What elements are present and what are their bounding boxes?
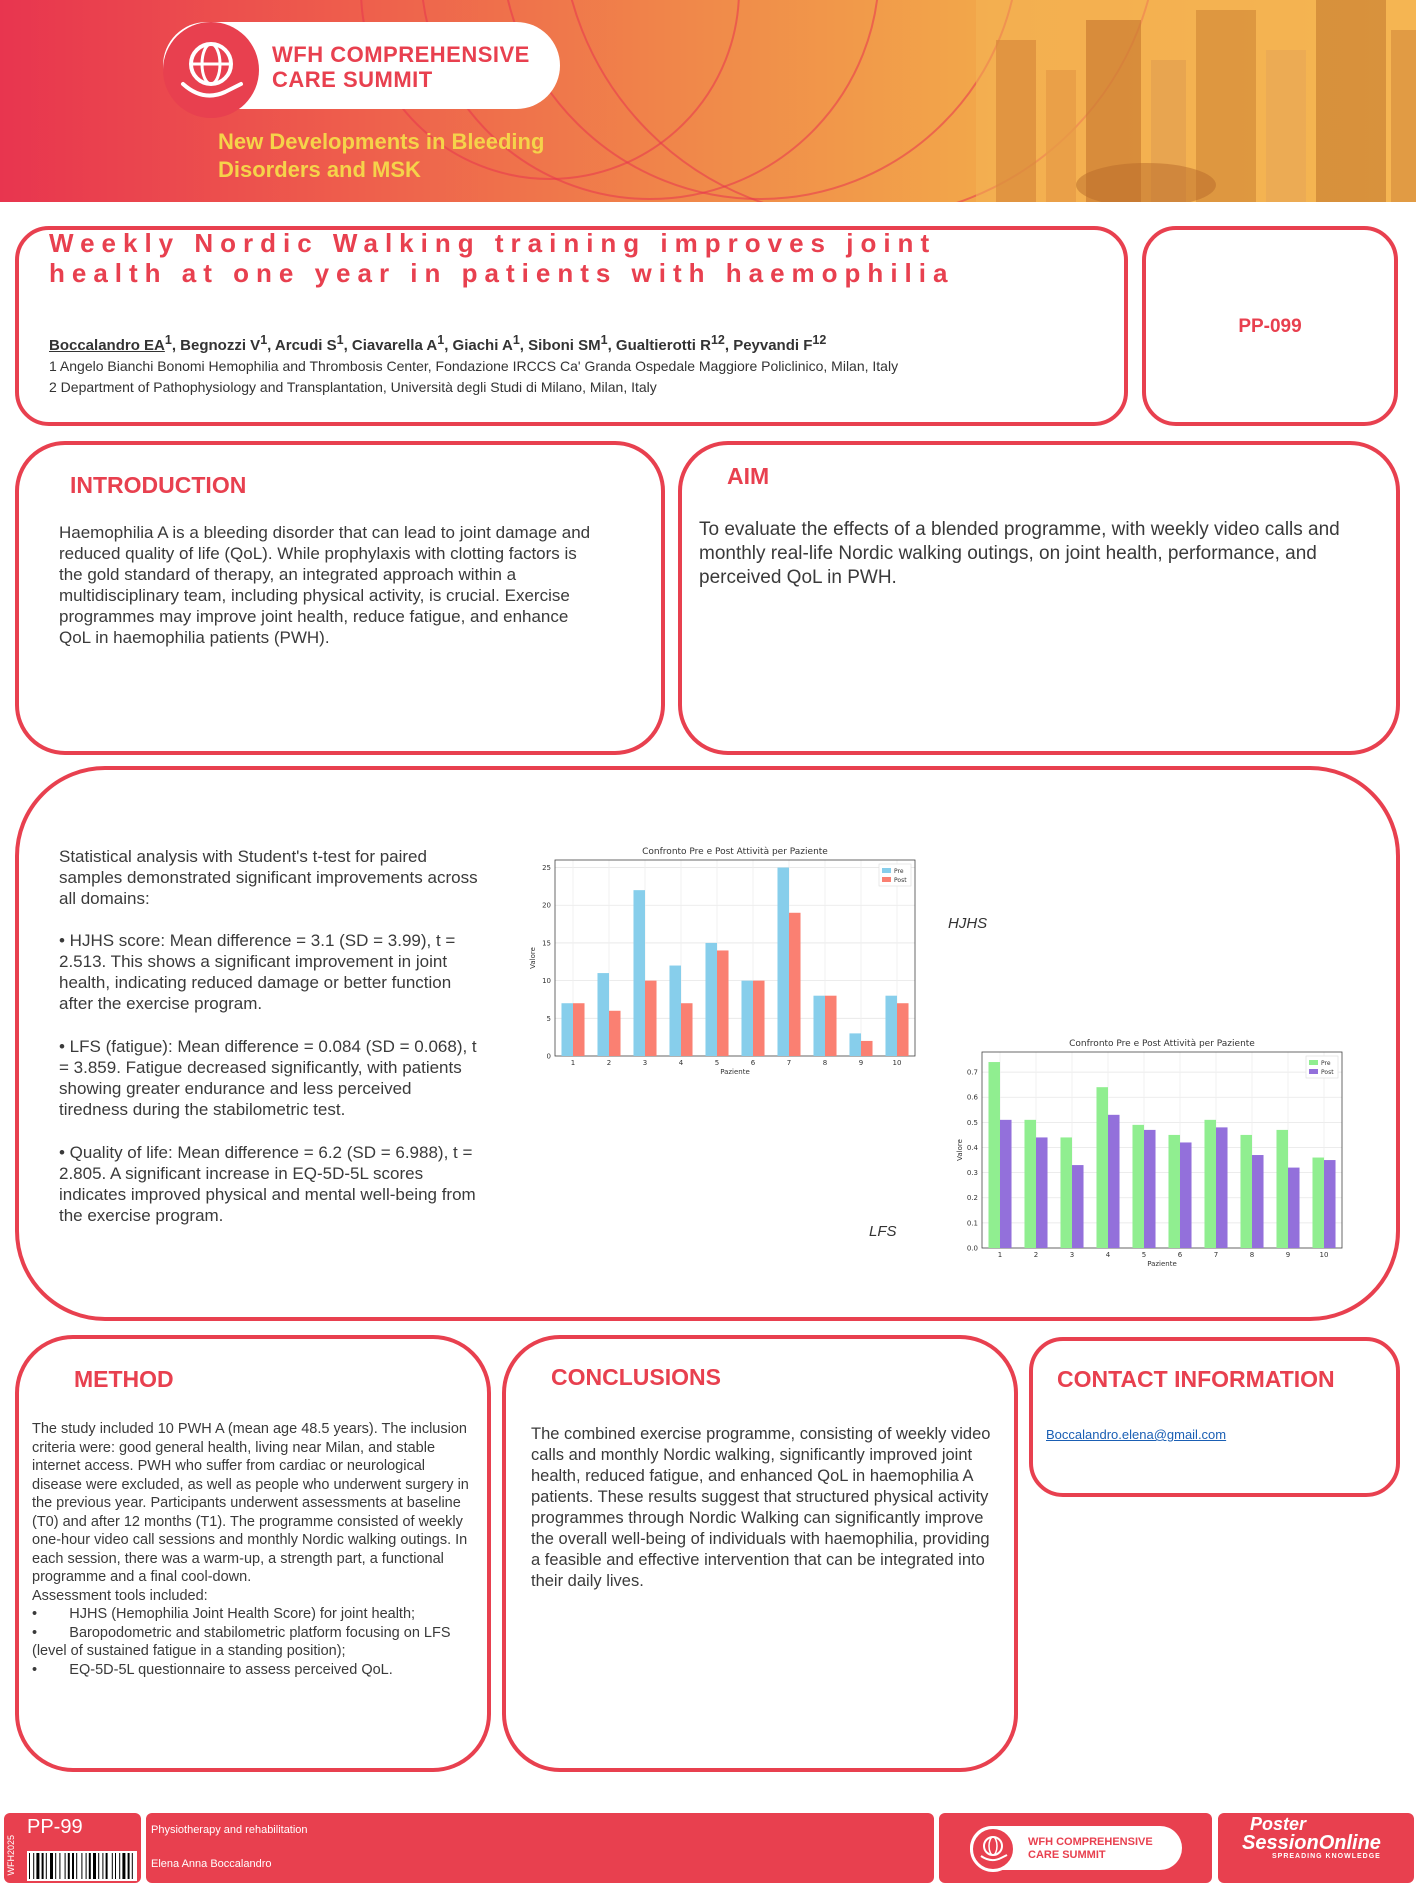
contact-email-link[interactable]: Boccalandro.elena@gmail.com [1046, 1427, 1227, 1442]
lfs-chart-xtick-label: 9 [1285, 1251, 1291, 1259]
hjhs-chart-bar-post [789, 913, 801, 1056]
result-lfs: • LFS (fatigue): Mean difference = 0.084 (SD = 0.068), t = 3.859. Fatigue decreased significantly, with patients showing greater endurance and less perceived tiredness during the stabilometric test. [59, 1037, 477, 1119]
lfs-chart-legend-swatch [1309, 1069, 1318, 1074]
hjhs-chart-xtick-label: 9 [858, 1059, 864, 1067]
hjhs-chart-bar-post [825, 996, 837, 1056]
lfs-chart-ytick-label: 0.6 [966, 1093, 978, 1102]
hjhs-chart-bar-post [681, 1003, 693, 1056]
lfs-chart-bar-pre [1168, 1135, 1180, 1248]
banner-subtitle: New Developments in Bleeding Disorders and MSK [218, 129, 545, 182]
lfs-chart-bar-post [1036, 1137, 1048, 1248]
hjhs-chart-xtick-label: 10 [892, 1059, 902, 1067]
lfs-chart-bar-post [1252, 1155, 1264, 1248]
hjhs-chart-xtick-label: 5 [714, 1059, 720, 1067]
lfs-chart-bar-pre [1240, 1135, 1252, 1248]
lfs-chart-xtick-label: 5 [1141, 1251, 1147, 1259]
affiliation-2: 2 Department of Pathophysiology and Transplantation, Università degli Studi di Milano, Milan, Italy [49, 379, 657, 395]
lfs-chart-label: LFS [869, 1223, 897, 1240]
lfs-chart-bar-post [1144, 1130, 1156, 1248]
poster-code: PP-099 [1238, 316, 1302, 337]
lfs-chart-xtick-label: 2 [1033, 1251, 1039, 1259]
introduction-heading: INTRODUCTION [70, 472, 247, 498]
hjhs-chart-label: HJHS [948, 915, 988, 932]
lfs-chart-bar-pre [1060, 1137, 1072, 1248]
conclusions-heading: CONCLUSIONS [551, 1364, 721, 1390]
lfs-chart-bar-post [1000, 1120, 1012, 1248]
lfs-chart-legend-label: Post [1321, 1069, 1334, 1076]
footer-poster-code: PP-99 [27, 1816, 83, 1838]
hjhs-chart-ytick-label: 0 [546, 1052, 551, 1061]
lfs-chart-legend-swatch [1309, 1060, 1318, 1065]
introduction-text: Haemophilia A is a bleeding disorder that can lead to joint damage and reduced quality of life (QoL). While prophylaxis with clotting factors is the gold standard of therapy, an integrated approach within a multidisciplinary team, including physical activity, is crucial. Exercise programmes may improve joint health, reduce fatigue, and enhance QoL in haemophilia patients (PWH). [59, 523, 591, 647]
aim-text: To evaluate the effects of a blended programme, with weekly video calls and monthly real-life Nordic walking outings, on joint health, performance, and perceived QoL in PWH. [699, 519, 1340, 588]
hjhs-chart-bar-pre [705, 943, 717, 1056]
lfs-chart-ytick-label: 0.0 [966, 1244, 978, 1253]
result-hjhs: • HJHS score: Mean difference = 3.1 (SD = 3.99), t = 2.513. This shows a significant improvement in joint health, indicating reduced damage or better function after the exercise program. [59, 931, 456, 1013]
hjhs-chart-bar-pre [669, 966, 681, 1056]
hjhs-chart-legend-label: Pre [894, 868, 904, 875]
results-list [59, 930, 479, 1248]
lfs-chart-xtick-label: 3 [1069, 1251, 1075, 1259]
lfs-chart-ytick-label: 0.3 [966, 1169, 978, 1178]
lfs-chart-xtick-label: 6 [1177, 1251, 1183, 1259]
lfs-chart-bar-post [1108, 1115, 1120, 1248]
hjhs-chart-bar-pre [633, 890, 645, 1056]
aim-heading: AIM [727, 463, 770, 489]
footer-summit-logo-text: WFH COMPREHENSIVE CARE SUMMIT [1028, 1836, 1153, 1861]
lfs-chart-bar-pre [1024, 1120, 1036, 1248]
lfs-chart-ytick-label: 0.2 [966, 1194, 978, 1203]
hjhs-chart-bar-post [861, 1041, 873, 1056]
footer-globe-icon [970, 1826, 1016, 1872]
result-qol: • Quality of life: Mean difference = 6.2 (SD = 6.988), t = 2.805. A significant increase in EQ-5D-5L scores indicates improved physical and mental well-being from the exercise program. [59, 1143, 476, 1225]
lfs-chart-title: Confronto Pre e Post Attività per Paziente [1069, 1039, 1255, 1049]
conclusions-text: The combined exercise programme, consisting of weekly video calls and monthly Nordic walking, significantly improved joint health, reduced fatigue, and enhanced QoL in haemophilia A patients. These results suggest that structured physical activity programmes through Nordic Walking can significantly improve the overall well-being of individuals with haemophilia, providing a feasible and effective intervention that can be integrated into their daily lives. [531, 1425, 991, 1590]
hjhs-chart-bar-post [753, 981, 765, 1056]
aim-panel [678, 441, 1400, 755]
hjhs-chart-xtick-label: 1 [570, 1059, 576, 1067]
hjhs-chart-bar-pre [813, 996, 825, 1056]
lfs-chart-xtick-label: 10 [1319, 1251, 1329, 1259]
hjhs-bar-chart [525, 836, 935, 1078]
hjhs-chart-bar-pre [561, 1003, 573, 1056]
hjhs-chart-xtick-label: 2 [606, 1059, 612, 1067]
lfs-chart-bar-post [1216, 1127, 1228, 1248]
hjhs-chart-ytick-label: 20 [542, 901, 551, 910]
hjhs-chart-bar-pre [777, 868, 789, 1056]
lfs-chart-bar-pre [988, 1062, 1000, 1248]
method-text: The study included 10 PWH A (mean age 48.5 years). The inclusion criteria were: good general health, living near Milan, and stable internet access. PWH who suffer from cardiac or neurological disease were excluded, as well as people who underwent surgery in the previous year. Participants underwent assessments at baseline (T0) and after 12 months (T1). The programme consisted of weekly one-hour video call sessions and monthly Nordic walking outings. In each session, there was a warm-up, a strength part, a functional programme and a final cool-down. Assessment tools included: • HJHS (Hemophilia Joint Health Score) for joint health; • Baropodometric and stabilometric platform focusing on LFS (level of sustained fatigue in a standing position); • EQ-5D-5L questionnaire to assess perceived QoL. [32, 1421, 469, 1678]
globe-hand-icon [163, 22, 259, 118]
hjhs-chart-ytick-label: 15 [542, 939, 551, 948]
footer-presenter: Elena Anna Boccalandro [151, 1858, 272, 1870]
hjhs-chart-bar-pre [741, 981, 753, 1056]
hjhs-chart-bar-post [897, 1003, 909, 1056]
city-skyline-image [976, 0, 1416, 202]
lfs-chart-ytick-label: 0.7 [966, 1068, 978, 1077]
author-list: Boccalandro $EA^1$, Begnozzi $V^1$, Arcudi $S^1$, Ciavarella $A^1$, Giachi $A^1$, Siboni $SM^1$, Gualtierotti $R^{12}$, Peyvandi $F^{12}$ [49, 333, 827, 354]
hjhs-chart-bar-pre [849, 1033, 861, 1056]
hjhs-chart-xtick-label: 7 [786, 1059, 792, 1067]
hjhs-chart-legend-label: Post [894, 877, 907, 884]
lfs-chart-xtick-label: 1 [997, 1251, 1003, 1259]
lfs-chart-ylabel: Valore [956, 1139, 964, 1161]
lfs-chart-xlabel: Paziente [1147, 1260, 1177, 1268]
lfs-chart-bar-pre [1132, 1125, 1144, 1248]
summit-logo-text: WFH COMPREHENSIVE CARE SUMMIT [272, 42, 530, 92]
lfs-chart-xtick-label: 7 [1213, 1251, 1219, 1259]
lfs-chart-bar-pre [1096, 1087, 1108, 1248]
hjhs-chart-bar-pre [597, 973, 609, 1056]
contact-heading: CONTACT INFORMATION [1057, 1366, 1335, 1392]
poster-session-online-logo: Poster SessionOnline SPREADING KNOWLEDGE [1242, 1814, 1381, 1860]
lfs-chart-bar-pre [1204, 1120, 1216, 1248]
hjhs-chart-legend-swatch [882, 877, 891, 882]
hjhs-chart-bar-pre [885, 996, 897, 1056]
lfs-chart-bar-post [1288, 1168, 1300, 1248]
barcode-icon [27, 1851, 137, 1881]
hjhs-chart-xtick-label: 4 [678, 1059, 684, 1067]
lfs-chart-bar-post [1072, 1165, 1084, 1248]
lfs-chart-ytick-label: 0.5 [966, 1118, 978, 1127]
lfs-chart-ytick-label: 0.4 [966, 1143, 978, 1152]
affiliation-1: 1 Angelo Bianchi Bonomi Hemophilia and Thrombosis Center, Fondazione IRCCS Ca' Granda Ospedale Maggiore Policlinico, Milan, Italy [49, 358, 899, 374]
hjhs-chart-bar-post [717, 950, 729, 1056]
hjhs-chart-bar-post [645, 981, 657, 1056]
lfs-chart-bar-pre [1276, 1130, 1288, 1248]
lfs-chart-bar-post [1180, 1142, 1192, 1248]
lfs-bar-chart [952, 1028, 1352, 1270]
poster-title: Weekly Nordic Walking training improves joint health at one year in patients with haemophilia [49, 228, 955, 288]
lfs-chart-ytick-label: 0.1 [966, 1219, 978, 1228]
contact-panel [1029, 1337, 1400, 1497]
hjhs-chart-ytick-label: 25 [542, 864, 551, 873]
hjhs-chart-legend-swatch [882, 868, 891, 873]
lfs-chart-bar-pre [1312, 1158, 1324, 1248]
hjhs-chart-ytick-label: 10 [542, 977, 551, 986]
hjhs-chart-xtick-label: 8 [822, 1059, 828, 1067]
hjhs-chart-xtick-label: 6 [750, 1059, 756, 1067]
hjhs-chart-ylabel: Valore [529, 947, 537, 969]
hjhs-chart-xtick-label: 3 [642, 1059, 648, 1067]
lfs-chart-legend-label: Pre [1321, 1060, 1331, 1067]
hjhs-chart-ytick-label: 5 [546, 1014, 551, 1023]
lfs-chart-xtick-label: 4 [1105, 1251, 1111, 1259]
hjhs-chart-xlabel: Paziente [720, 1068, 750, 1076]
lfs-chart-bar-post [1324, 1160, 1336, 1248]
footer-side-label: WFH2025 [6, 1835, 16, 1876]
hjhs-chart-bar-post [609, 1011, 621, 1056]
method-heading: METHOD [74, 1366, 174, 1392]
hjhs-chart-title: Confronto Pre e Post Attività per Paziente [642, 847, 828, 857]
footer-category: Physiotherapy and rehabilitation [151, 1824, 308, 1836]
results-intro: Statistical analysis with Student's t-test for paired samples demonstrated significant improvements across all domains: [59, 847, 478, 908]
hjhs-chart-bar-post [573, 1003, 585, 1056]
lfs-chart-xtick-label: 8 [1249, 1251, 1255, 1259]
